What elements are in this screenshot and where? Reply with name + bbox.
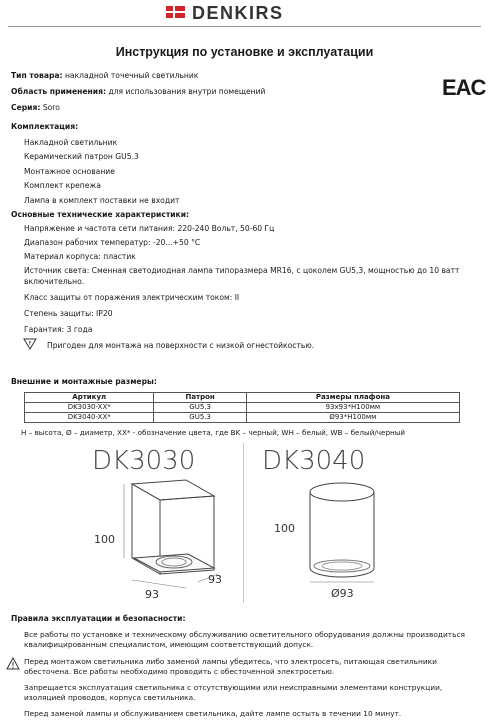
product-series-value: Soro [40, 103, 60, 112]
table-header: Патрон [154, 393, 246, 403]
dimensions-table [24, 392, 460, 423]
spec-item: Гарантия: 3 года [24, 325, 93, 334]
dk3030-width: 93 [145, 588, 159, 601]
dk3040-diameter: Ø93 [331, 587, 354, 600]
model-dk3030-title: DK3030 [92, 446, 196, 476]
specs-label: Основные технические характеристики: [11, 210, 190, 219]
kit-item: Лампа в комплект поставки не входит [24, 196, 180, 205]
spec-item: Диапазон рабочих температур: -20...+50 °С [24, 238, 201, 247]
table-cell: DK3040-XX* [25, 413, 154, 423]
product-scope-value: для использования внутри помещений [106, 87, 266, 96]
kit-item: Накладной светильник [24, 138, 118, 147]
kit-label: Комплектация: [11, 122, 79, 131]
model-dk3040-title: DK3040 [262, 446, 366, 476]
safety-line: Перед заменой лампы и обслуживанием светильника, дайте лампе остыть в течении 10 минут. [24, 709, 402, 718]
spec-item: Класс защиты от поражения электрическим током: II [24, 293, 240, 302]
brand-flag-icon [166, 6, 185, 18]
safety-line: Запрещается эксплуатация светильника с отсутствующими или неисправными элементами конструкции, [24, 683, 443, 692]
table-header: Артикул [25, 393, 154, 403]
brand-logo: DENKIRS [192, 3, 284, 23]
warning-icon [6, 657, 20, 670]
kit-item: Комплект крепежа [24, 181, 101, 190]
product-type [11, 71, 198, 80]
product-series [11, 103, 60, 112]
low-flammability-icon [23, 338, 37, 350]
spec-item: Материал корпуса: пластик [24, 252, 136, 261]
dk3030-depth: 93 [208, 573, 222, 586]
safety-line: изоляцией проводов, корпуса светильника. [24, 693, 196, 702]
table-header-row [25, 393, 460, 403]
dk3040-height: 100 [274, 522, 295, 535]
product-type-value: накладной точечный светильник [62, 71, 199, 80]
eac-mark: EAC [442, 75, 486, 100]
safety-line: квалифицированным специалистом, имеющим соответствующий допуск. [24, 640, 314, 649]
table-cell: GU5.3 [154, 403, 246, 413]
header-divider [8, 26, 481, 27]
spec-item: Источник света: Сменная светодиодная лампа типоразмера MR16, с цоколем GU5,3, мощностью до 10 ватт [24, 266, 460, 275]
mount-note: Пригоден для монтажа на поверхности с низкой огнестойкостью. [47, 341, 315, 350]
table-header: Размеры плафона [246, 393, 459, 403]
dk3030-height: 100 [94, 533, 115, 546]
table-cell: 93x93*H100мм [246, 403, 459, 413]
product-type-label: Тип товара: [11, 71, 63, 80]
kit-item: Керамический патрон GU5.3 [24, 152, 139, 161]
safety-label: Правила эксплуатации и безопасности: [11, 614, 186, 623]
product-scope [11, 87, 265, 96]
spec-item: Напряжение и частота сети питания: 220-240 Вольт, 50-60 Гц [24, 224, 275, 233]
page-title: Инструкция по установке и эксплуатации [115, 45, 374, 59]
dk3040-drawing [298, 478, 388, 598]
table-cell: DK3030-XX* [25, 403, 154, 413]
kit-item: Монтажное основание [24, 167, 115, 176]
spec-item: включительно. [24, 277, 85, 286]
drawings-separator [243, 443, 244, 603]
svg-text:F: F [28, 341, 32, 347]
table-cell: GU5.3 [154, 413, 246, 423]
dimensions-label: Внешние и монтажные размеры: [11, 377, 157, 386]
table-row [25, 413, 460, 423]
product-series-label: Серия: [11, 103, 41, 112]
spec-item: Степень защиты: IP20 [24, 309, 113, 318]
safety-line: Перед монтажом светильника либо заменой лампы убедитесь, что электросеть, питающая светильники [24, 657, 437, 666]
table-row [25, 403, 460, 413]
safety-line: Все работы по установке и техническому обслуживанию осветительного оборудования должны производиться [24, 630, 465, 639]
product-scope-label: Область применения: [11, 87, 107, 96]
table-cell: Ø93*H100мм [246, 413, 459, 423]
dimensions-legend: H – высота, Ø – диаметр, XX* - обозначение цвета, где BK – черный, WH – белый, WB – белый/черный [21, 428, 406, 437]
safety-line: обесточена. Все работы необходимо проводить с обесточенной электросетью. [24, 667, 335, 676]
